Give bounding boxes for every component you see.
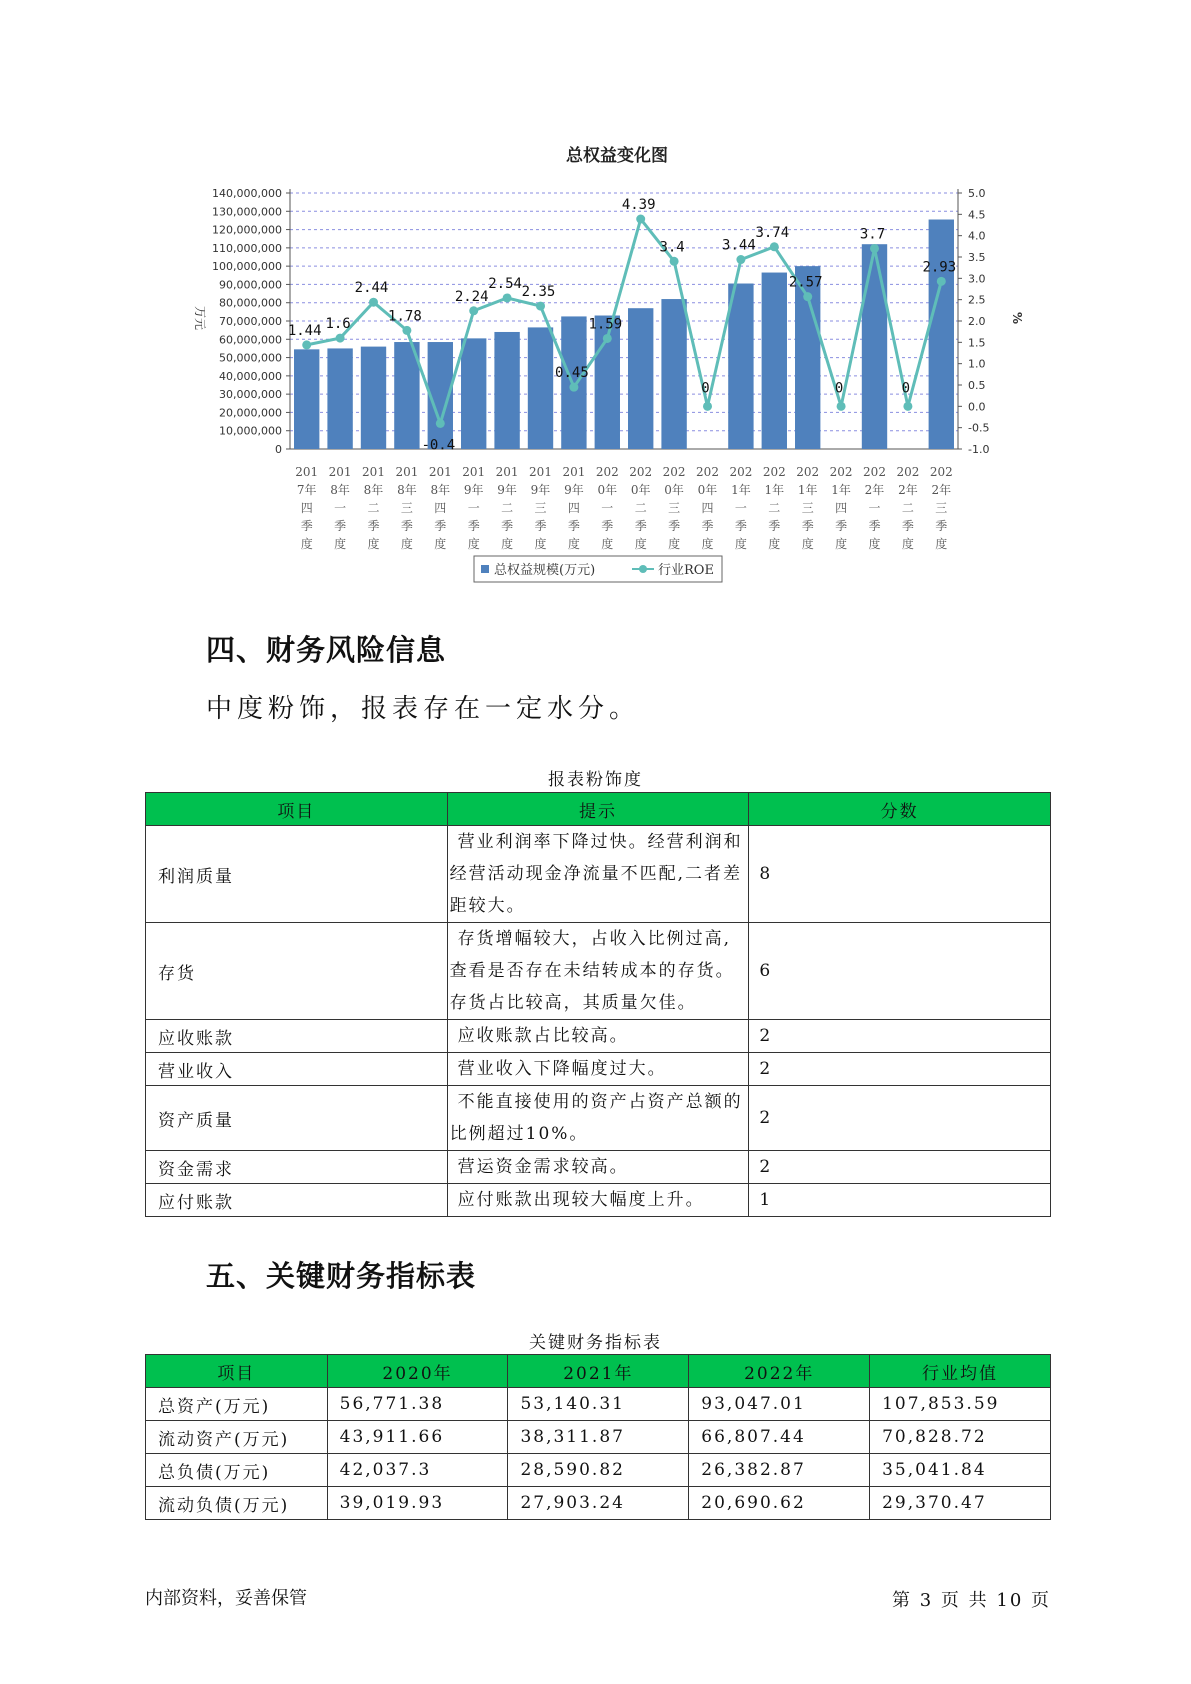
y2-tick-label: 2.0 — [968, 315, 986, 328]
x-tick-label: 一 — [601, 501, 614, 515]
x-tick-label: 度 — [701, 537, 714, 551]
x-tick-label: 2年 — [864, 483, 885, 497]
roe-point — [536, 302, 545, 311]
kpi-header-2020: 2020年 — [327, 1355, 508, 1388]
x-tick-label: 202 — [796, 465, 820, 479]
x-tick-label: 季 — [701, 519, 714, 533]
x-tick-label: 度 — [734, 537, 747, 551]
risk-table-row — [146, 1151, 1051, 1184]
x-tick-label: 三 — [801, 501, 814, 515]
x-tick-label: 8年 — [330, 483, 350, 497]
roe-point — [336, 334, 345, 343]
x-tick-label: 2年 — [931, 483, 952, 497]
x-tick-label: 度 — [300, 537, 313, 551]
x-tick-label: 季 — [901, 519, 914, 533]
roe-data-label: 1.44 — [287, 322, 322, 339]
x-tick-label: 四 — [434, 501, 447, 515]
x-tick-label: 1年 — [764, 483, 785, 497]
risk-tip-cell: 营运资金需求较高。 — [447, 1151, 749, 1184]
x-tick-label: 三 — [534, 501, 547, 515]
roe-point — [302, 340, 311, 349]
y-tick-label: 100,000,000 — [212, 260, 282, 274]
risk-tip-cell: 营业收入下降幅度过大。 — [447, 1053, 749, 1086]
x-tick-label: 202 — [696, 465, 719, 479]
x-tick-label: 度 — [801, 537, 814, 551]
kpi-value-cell: 38,311.87 — [508, 1421, 689, 1454]
risk-tip-cell: 存货增幅较大，占收入比例过高,查看是否存在未结转成本的存货。存货占比较高，其质量欠佳。 — [447, 923, 749, 1020]
risk-item-cell: 应付账款 — [146, 1184, 448, 1217]
bar — [494, 332, 519, 449]
roe-data-label: 3.7 — [859, 226, 886, 243]
kpi-value-cell: 27,903.24 — [508, 1487, 689, 1520]
chart-title: 总权益变化图 — [566, 146, 668, 166]
risk-item-cell: 营业收入 — [146, 1053, 448, 1086]
kpi-value-cell: 26,382.87 — [689, 1454, 870, 1487]
risk-item-cell: 应收账款 — [146, 1020, 448, 1053]
kpi-item-cell: 总负债(万元) — [146, 1454, 328, 1487]
kpi-value-cell: 43,911.66 — [327, 1421, 508, 1454]
risk-table-caption: 报表粉饰度 — [548, 770, 643, 790]
x-tick-label: 季 — [634, 519, 647, 533]
roe-point — [670, 257, 679, 266]
y2-tick-label: 0.0 — [968, 400, 986, 414]
roe-data-label: 1.78 — [388, 308, 422, 325]
risk-table-row — [146, 1053, 1051, 1086]
risk-table-row — [146, 826, 1051, 923]
risk-score-cell: 2 — [749, 1086, 1051, 1151]
x-tick-label: 季 — [300, 519, 313, 533]
risk-score-cell: 6 — [749, 923, 1051, 1020]
y2-tick-label: -1.0 — [968, 443, 990, 456]
x-tick-label: 度 — [567, 537, 580, 551]
x-tick-label: 一 — [467, 501, 480, 515]
bar — [762, 273, 787, 449]
x-tick-label: 二 — [367, 501, 380, 515]
y-tick-label: 130,000,000 — [212, 205, 282, 219]
x-tick-label: 202 — [595, 465, 619, 479]
kpi-table-header — [146, 1355, 1051, 1388]
y-tick-label: 50,000,000 — [219, 351, 282, 365]
x-tick-label: 201 — [462, 465, 486, 479]
kpi-table — [145, 1354, 1051, 1520]
roe-data-label: -0.4 — [421, 437, 456, 454]
risk-table-row — [146, 1020, 1051, 1053]
x-tick-label: 202 — [762, 465, 786, 479]
x-tick-label: 三 — [400, 501, 413, 515]
y-axis-title: 万元 — [193, 305, 207, 331]
risk-score-cell: 2 — [749, 1151, 1051, 1184]
x-tick-label: 度 — [434, 537, 447, 551]
risk-item-cell: 资产质量 — [146, 1086, 448, 1151]
bar — [929, 220, 954, 449]
x-tick-label: 201 — [362, 465, 385, 479]
x-tick-label: 201 — [529, 465, 552, 479]
y-tick-label: 20,000,000 — [219, 406, 282, 420]
x-tick-label: 度 — [768, 537, 781, 551]
x-tick-label: 8年 — [397, 483, 417, 497]
x-tick-label: 201 — [562, 465, 586, 479]
roe-point — [436, 419, 445, 428]
risk-tip-cell: 应收账款占比较高。 — [447, 1020, 749, 1053]
footer-page-number: 第 3 页 共 10 页 — [892, 1590, 1051, 1611]
roe-data-label: 2.93 — [922, 259, 957, 276]
kpi-value-cell: 20,690.62 — [689, 1487, 870, 1520]
roe-data-label: 2.44 — [354, 280, 389, 297]
roe-data-label: 3.74 — [755, 224, 790, 241]
risk-item-cell: 利润质量 — [146, 826, 448, 923]
roe-point — [569, 383, 578, 392]
x-tick-label: 二 — [768, 501, 781, 515]
x-tick-label: 度 — [634, 537, 647, 551]
kpi-item-cell: 流动负债(万元) — [146, 1487, 328, 1520]
x-tick-label: 度 — [400, 537, 413, 551]
legend-line-label: 行业ROE — [658, 563, 714, 578]
y-tick-label: 10,000,000 — [219, 424, 282, 438]
x-tick-label: 8年 — [363, 483, 384, 497]
x-tick-label: 202 — [829, 465, 853, 479]
x-tick-label: 201 — [495, 465, 519, 479]
kpi-value-cell: 56,771.38 — [327, 1388, 508, 1421]
x-tick-label: 季 — [534, 519, 547, 533]
x-tick-label: 二 — [901, 501, 914, 515]
risk-score-cell: 2 — [749, 1053, 1051, 1086]
kpi-value-cell: 70,828.72 — [870, 1421, 1051, 1454]
roe-point — [803, 292, 812, 301]
x-tick-label: 二 — [634, 501, 647, 515]
x-tick-label: 度 — [534, 537, 547, 551]
roe-data-label: 2.57 — [788, 274, 823, 291]
chart-svg — [0, 0, 1191, 600]
x-tick-label: 1年 — [731, 483, 751, 497]
x-tick-label: 季 — [835, 519, 848, 533]
x-tick-label: 9年 — [530, 483, 551, 497]
x-tick-label: 季 — [434, 519, 447, 533]
legend-bar-swatch — [481, 565, 489, 573]
kpi-table-caption: 关键财务指标表 — [529, 1333, 662, 1353]
kpi-table-row — [146, 1454, 1051, 1487]
y2-tick-label: 4.0 — [968, 229, 986, 243]
risk-header-score: 分数 — [749, 793, 1051, 826]
y-tick-label: 110,000,000 — [212, 241, 282, 255]
x-tick-label: 度 — [868, 537, 881, 551]
x-tick-label: 201 — [295, 465, 319, 479]
risk-score-cell: 8 — [749, 826, 1051, 923]
x-tick-label: 季 — [668, 519, 681, 533]
risk-table-header — [146, 793, 1051, 826]
x-tick-label: 季 — [868, 519, 881, 533]
legend-line-marker — [639, 565, 647, 573]
x-tick-label: 度 — [367, 537, 380, 551]
x-tick-label: 度 — [901, 537, 914, 551]
x-tick-label: 四 — [701, 501, 714, 515]
bar — [327, 348, 352, 449]
x-tick-label: 一 — [868, 501, 881, 515]
legend-bar-label: 总权益规模(万元) — [494, 563, 596, 578]
risk-header-tip: 提示 — [447, 793, 749, 826]
x-tick-label: 0年 — [597, 483, 618, 497]
kpi-item-cell: 流动资产(万元) — [146, 1421, 328, 1454]
roe-point — [837, 402, 846, 411]
x-tick-label: 2年 — [898, 483, 918, 497]
y2-tick-label: 3.5 — [968, 251, 986, 264]
x-tick-label: 1年 — [797, 483, 818, 497]
roe-point — [369, 298, 378, 307]
x-tick-label: 二 — [501, 501, 514, 515]
risk-item-cell: 资金需求 — [146, 1151, 448, 1184]
kpi-header-2021: 2021年 — [508, 1355, 689, 1388]
x-tick-label: 一 — [734, 501, 747, 515]
x-tick-label: 0年 — [630, 483, 651, 497]
roe-point — [937, 277, 946, 286]
y2-tick-label: 2.5 — [968, 293, 986, 307]
risk-item-cell: 存货 — [146, 923, 448, 1020]
roe-point — [703, 402, 712, 411]
x-tick-label: 0年 — [664, 483, 684, 497]
roe-point — [770, 242, 779, 251]
kpi-item-cell: 总资产(万元) — [146, 1388, 328, 1421]
x-tick-label: 三 — [668, 501, 681, 515]
y2-tick-label: 0.5 — [968, 379, 986, 392]
roe-data-label: 0.45 — [555, 365, 589, 382]
x-tick-label: 202 — [863, 465, 886, 479]
risk-table-row — [146, 1086, 1051, 1151]
risk-tip-cell: 应付账款出现较大幅度上升。 — [447, 1184, 749, 1217]
x-tick-label: 度 — [601, 537, 614, 551]
x-tick-label: 四 — [300, 501, 313, 515]
x-tick-label: 季 — [334, 519, 347, 533]
risk-tip-cell: 不能直接使用的资产占资产总额的比例超过10%。 — [447, 1086, 749, 1151]
x-tick-label: 0年 — [697, 483, 718, 497]
roe-data-label: 3.44 — [722, 237, 756, 254]
x-tick-label: 201 — [328, 465, 352, 479]
kpi-value-cell: 53,140.31 — [508, 1388, 689, 1421]
y2-tick-label: 3.0 — [968, 272, 986, 286]
y-tick-label: 120,000,000 — [212, 223, 282, 237]
kpi-value-cell: 39,019.93 — [327, 1487, 508, 1520]
x-tick-label: 度 — [467, 537, 480, 551]
y-tick-label: 140,000,000 — [212, 187, 282, 200]
x-tick-label: 季 — [400, 519, 413, 533]
kpi-table-row — [146, 1388, 1051, 1421]
y2-tick-label: -0.5 — [968, 421, 990, 435]
x-tick-label: 9年 — [463, 483, 484, 497]
x-tick-label: 1年 — [831, 483, 851, 497]
roe-data-label: 0 — [701, 380, 710, 397]
x-tick-label: 季 — [734, 519, 747, 533]
x-tick-label: 度 — [935, 537, 948, 551]
y2-tick-label: 5.0 — [968, 187, 986, 200]
bar — [728, 284, 753, 449]
y-tick-label: 0 — [275, 443, 282, 456]
x-tick-label: 202 — [729, 465, 753, 479]
kpi-value-cell: 93,047.01 — [689, 1388, 870, 1421]
footer-confidential: 内部资料，妥善保管 — [145, 1588, 307, 1609]
x-tick-label: 8年 — [430, 483, 451, 497]
kpi-header-item: 项目 — [146, 1355, 328, 1388]
x-tick-label: 201 — [395, 465, 419, 479]
roe-data-label: 2.35 — [521, 284, 556, 301]
roe-data-label: 3.4 — [659, 239, 685, 256]
roe-point — [903, 402, 912, 411]
y-tick-label: 90,000,000 — [219, 278, 282, 292]
kpi-table-row — [146, 1487, 1051, 1520]
x-tick-label: 四 — [567, 501, 580, 515]
risk-table-row — [146, 1184, 1051, 1217]
roe-data-label: 0 — [901, 380, 911, 397]
y2-tick-label: 1.0 — [968, 357, 986, 371]
roe-data-label: 4.39 — [621, 197, 656, 214]
x-tick-label: 202 — [929, 465, 953, 479]
bar — [862, 244, 887, 449]
x-tick-label: 度 — [668, 537, 681, 551]
section4-heading: 四、财务风险信息 — [206, 633, 447, 667]
kpi-value-cell: 35,041.84 — [870, 1454, 1051, 1487]
kpi-value-cell: 29,370.47 — [870, 1487, 1051, 1520]
y2-tick-label: 4.5 — [968, 208, 986, 222]
x-tick-label: 季 — [601, 519, 614, 533]
y-tick-label: 40,000,000 — [219, 369, 282, 383]
roe-data-label: 1.59 — [588, 316, 623, 333]
y-tick-label: 30,000,000 — [219, 388, 282, 402]
x-tick-label: 9年 — [564, 483, 584, 497]
x-tick-label: 季 — [567, 519, 580, 533]
x-tick-label: 202 — [896, 465, 920, 479]
x-tick-label: 一 — [334, 501, 347, 515]
bar — [461, 338, 486, 449]
kpi-header-2022: 2022年 — [689, 1355, 870, 1388]
x-tick-label: 度 — [334, 537, 347, 551]
roe-point — [603, 334, 612, 343]
bar — [628, 308, 653, 449]
x-tick-label: 度 — [501, 537, 514, 551]
kpi-header-industry-avg: 行业均值 — [870, 1355, 1051, 1388]
x-tick-label: 季 — [501, 519, 514, 533]
roe-point — [469, 306, 478, 315]
x-tick-label: 季 — [768, 519, 781, 533]
kpi-value-cell: 66,807.44 — [689, 1421, 870, 1454]
roe-point — [736, 255, 745, 264]
y2-tick-label: 1.5 — [968, 336, 986, 350]
x-tick-label: 四 — [835, 501, 848, 515]
kpi-value-cell: 107,853.59 — [870, 1388, 1051, 1421]
roe-data-label: 1.6 — [325, 316, 351, 333]
bar — [361, 347, 386, 449]
section4-summary: 中度粉饰，报表存在一定水分。 — [206, 694, 641, 724]
y2-axis-title: % — [1010, 311, 1024, 325]
risk-table-row — [146, 923, 1051, 1020]
kpi-value-cell: 42,037.3 — [327, 1454, 508, 1487]
roe-point — [870, 244, 879, 253]
kpi-table-row — [146, 1421, 1051, 1454]
y-tick-label: 60,000,000 — [219, 333, 282, 347]
x-tick-label: 季 — [801, 519, 814, 533]
x-tick-label: 202 — [662, 465, 686, 479]
x-tick-label: 9年 — [497, 483, 517, 497]
y-tick-label: 70,000,000 — [219, 315, 282, 328]
x-tick-label: 201 — [428, 465, 452, 479]
equity-change-chart — [0, 0, 1191, 600]
y-tick-label: 80,000,000 — [219, 296, 282, 310]
x-tick-label: 202 — [629, 465, 653, 479]
section5-heading: 五、关键财务指标表 — [206, 1259, 477, 1293]
x-tick-label: 季 — [367, 519, 380, 533]
x-tick-label: 季 — [935, 519, 948, 533]
bar — [661, 299, 686, 449]
bar — [294, 349, 319, 449]
risk-score-cell: 2 — [749, 1020, 1051, 1053]
kpi-value-cell: 28,590.82 — [508, 1454, 689, 1487]
risk-header-item: 项目 — [146, 793, 448, 826]
bar — [528, 327, 553, 449]
roe-data-label: 2.24 — [454, 288, 489, 305]
roe-data-label: 0 — [834, 380, 844, 397]
x-tick-label: 季 — [467, 519, 480, 533]
risk-table — [145, 792, 1051, 1217]
risk-tip-cell: 营业利润率下降过快。经营利润和经营活动现金净流量不匹配,二者差距较大。 — [447, 826, 749, 923]
roe-point — [636, 215, 645, 224]
roe-data-label: 2.54 — [488, 275, 522, 292]
x-tick-label: 7年 — [296, 483, 317, 497]
x-tick-label: 三 — [935, 501, 948, 515]
roe-point — [402, 326, 411, 335]
risk-score-cell: 1 — [749, 1184, 1051, 1217]
x-tick-label: 度 — [835, 537, 848, 551]
roe-point — [503, 293, 512, 302]
